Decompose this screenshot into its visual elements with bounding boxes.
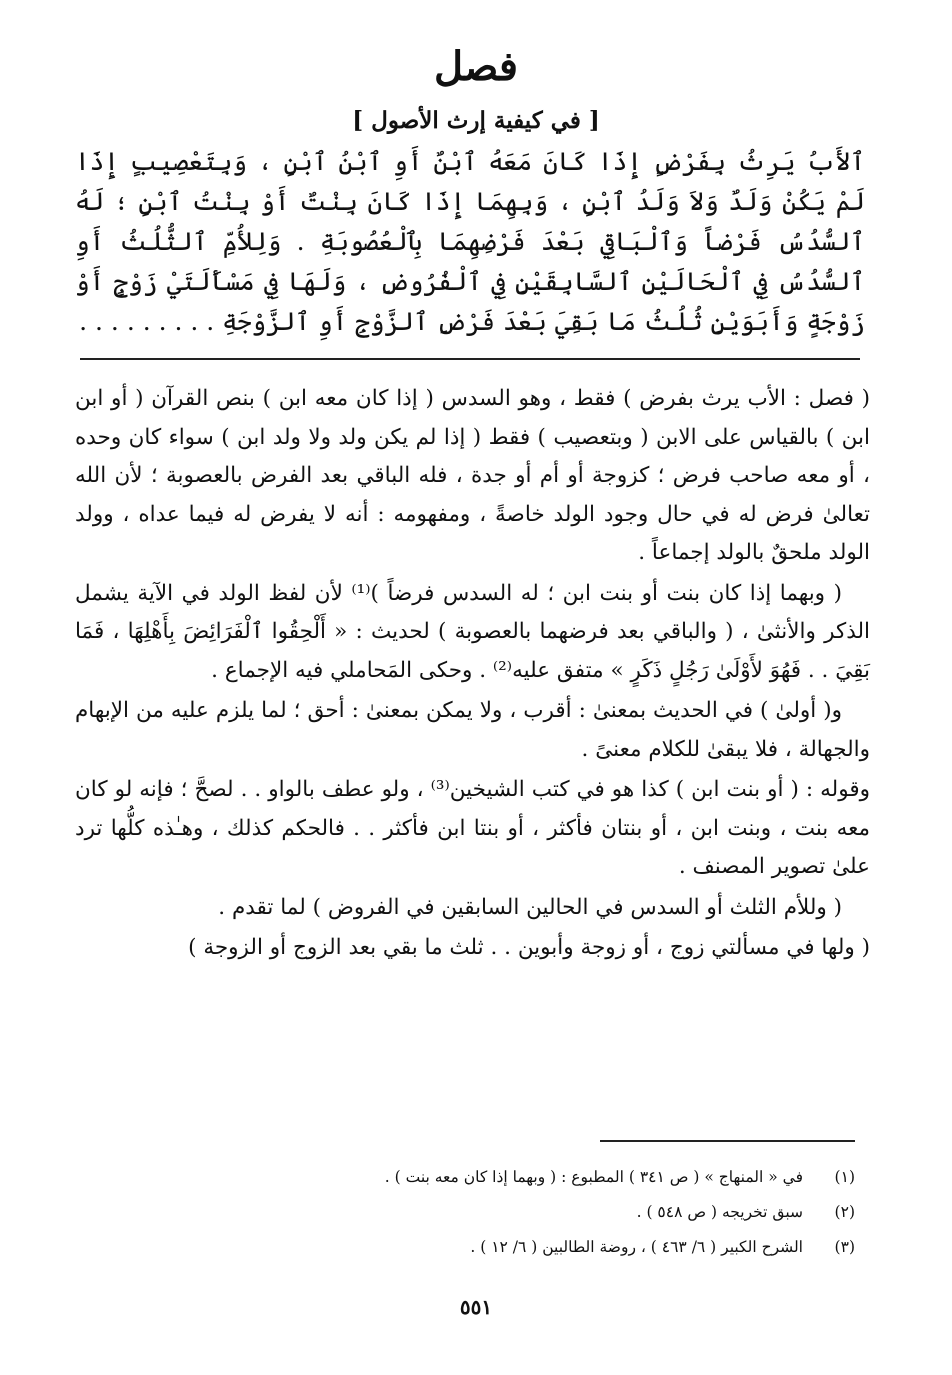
matn-divider bbox=[80, 358, 860, 360]
footnote-text: الشرح الكبير ( ٦/ ٤٦٣ ) ، روضة الطالبين ( ٦/ ١٢ ) . bbox=[470, 1238, 803, 1256]
commentary-paragraph: وقوله : ( أو بنت ابن ) كذا هو في كتب الشيخين⁽³⁾ ، ولو عطف بالواو . . لصحَّ ؛ فإنه لو كان معه بنت ، وبنت ابن ، أو بنتان فأكثر ، أو بنتا ابن فأكثر . . فالحكم كذلك ، وهـٰذه كلُّها ترد علىٰ تصوير المصنف . bbox=[75, 777, 870, 879]
footnote bbox=[150, 1230, 855, 1265]
footnote-text: سبق تخريجه ( ص ٥٤٨ ) . bbox=[636, 1203, 803, 1221]
footnotes bbox=[150, 1160, 855, 1265]
footnote-text: في « المنهاج » ( ص ٣٤١ ) المطبوع : ( وبهما إذا كان معه بنت ) . bbox=[384, 1168, 803, 1186]
chapter-heading: فصل bbox=[433, 43, 519, 90]
commentary bbox=[75, 380, 870, 968]
page-number: ٥٥١ bbox=[459, 1295, 493, 1319]
commentary-paragraph: و( أولىٰ ) في الحديث بمعنىٰ : أقرب ، ولا يمكن بمعنىٰ : أحق ؛ لما يلزم عليه من الإبهام والجهالة ، فلا يبقىٰ للكلام معنىً . bbox=[75, 698, 870, 762]
footnote-number: (٣) bbox=[834, 1238, 855, 1256]
footnote bbox=[150, 1195, 855, 1230]
chapter-subtitle: [ في كيفية إرث الأصول ] bbox=[352, 107, 600, 134]
commentary-paragraph: ( وللأم الثلث أو السدس في الحالين السابقين في الفروض ) لما تقدم . bbox=[218, 894, 842, 920]
footnote-number: (٢) bbox=[834, 1203, 855, 1221]
commentary-paragraph: ( ولها في مسألتي زوج ، أو زوجة وأبوين . . ثلث ما بقي بعد الزوج أو الزوجة ) bbox=[188, 935, 870, 960]
footnote bbox=[150, 1160, 855, 1195]
footnote-divider bbox=[600, 1140, 855, 1142]
commentary-paragraph: ( وبهما إذا كان بنت أو بنت ابن ؛ له السدس فرضاً )⁽¹⁾ لأن لفظ الولد في الآية يشمل الذكر والأنثىٰ ، ( والباقي بعد فرضهما بالعصوبة ) لحديث : « أَلْحِقُوا ٱلْفَرَائِضَ بِأَهْلِهَا ، فَمَا بَقِيَ . . فَهُوَ لأَوْلَىٰ رَجُلٍ ذَكَرٍ » متفق عليه⁽²⁾ . وحكى المَحاملي فيه الإجماع . bbox=[75, 580, 870, 683]
footnote-number: (١) bbox=[834, 1168, 855, 1186]
matn-text: ٱلأَبُ يَرِثُ بِفَرْضٍ إِذَا كَانَ مَعَهُ ٱبْنٌ أَوِ ٱبْنُ ٱبْنٍ ، وَبِتَعْصِيبٍ إِذَا لَمْ يَكُنْ وَلَدٌ وَلاَ وَلَدُ ٱبْنٍ ، وَبِهِمَا إِذَا كَانَ بِنْتٌ أَوْ بِنْتُ ٱبْنٍ ؛ لَهُ ٱلسُّدُسُ فَرْضاً وَٱلْبَاقِي بَعْدَ فَرْضِهِمَا بِٱلْعُصُوبَةِ . وَلِلأُمِّ ٱلثُّلُثُ أَوِ ٱلسُّدُسُ فِي ٱلْحَالَيْنِ ٱلسَّابِقَيْنِ فِي ٱلْفُرُوضِ ، وَلَهَا فِي مَسْأَلَتَيْ زَوْجٍ أَوْ زَوْجَةٍ وَأَبَوَيْنِ ثُلُثُ مَا بَقِيَ بَعْدَ فَرْضِ ٱلزَّوْجِ أَوِ ٱلزَّوْجَةِ . . . . . . . . . bbox=[75, 147, 865, 336]
commentary-paragraph: ( فصل : الأب يرث بفرض ) فقط ، وهو السدس ( إذا كان معه ابن ) بنص القرآن ( أو ابن ابن ) بالقياس على الابن ( وبتعصيب ) فقط ( إذا لم يكن ولد ولا ولد ابن ) سواء كان وحده ، أو معه صاحب فرض ؛ كزوجة أو أم أو جدة ، فله الباقي بعد الفرض بالعصوبة ؛ لأن الله تعالىٰ فرض له في حال وجود الولد خاصةً ، ومفهومه : أنه لا يفرض له فيما عداه ، وولد الولد ملحقٌ بالولد إجماعاً . bbox=[75, 386, 870, 565]
